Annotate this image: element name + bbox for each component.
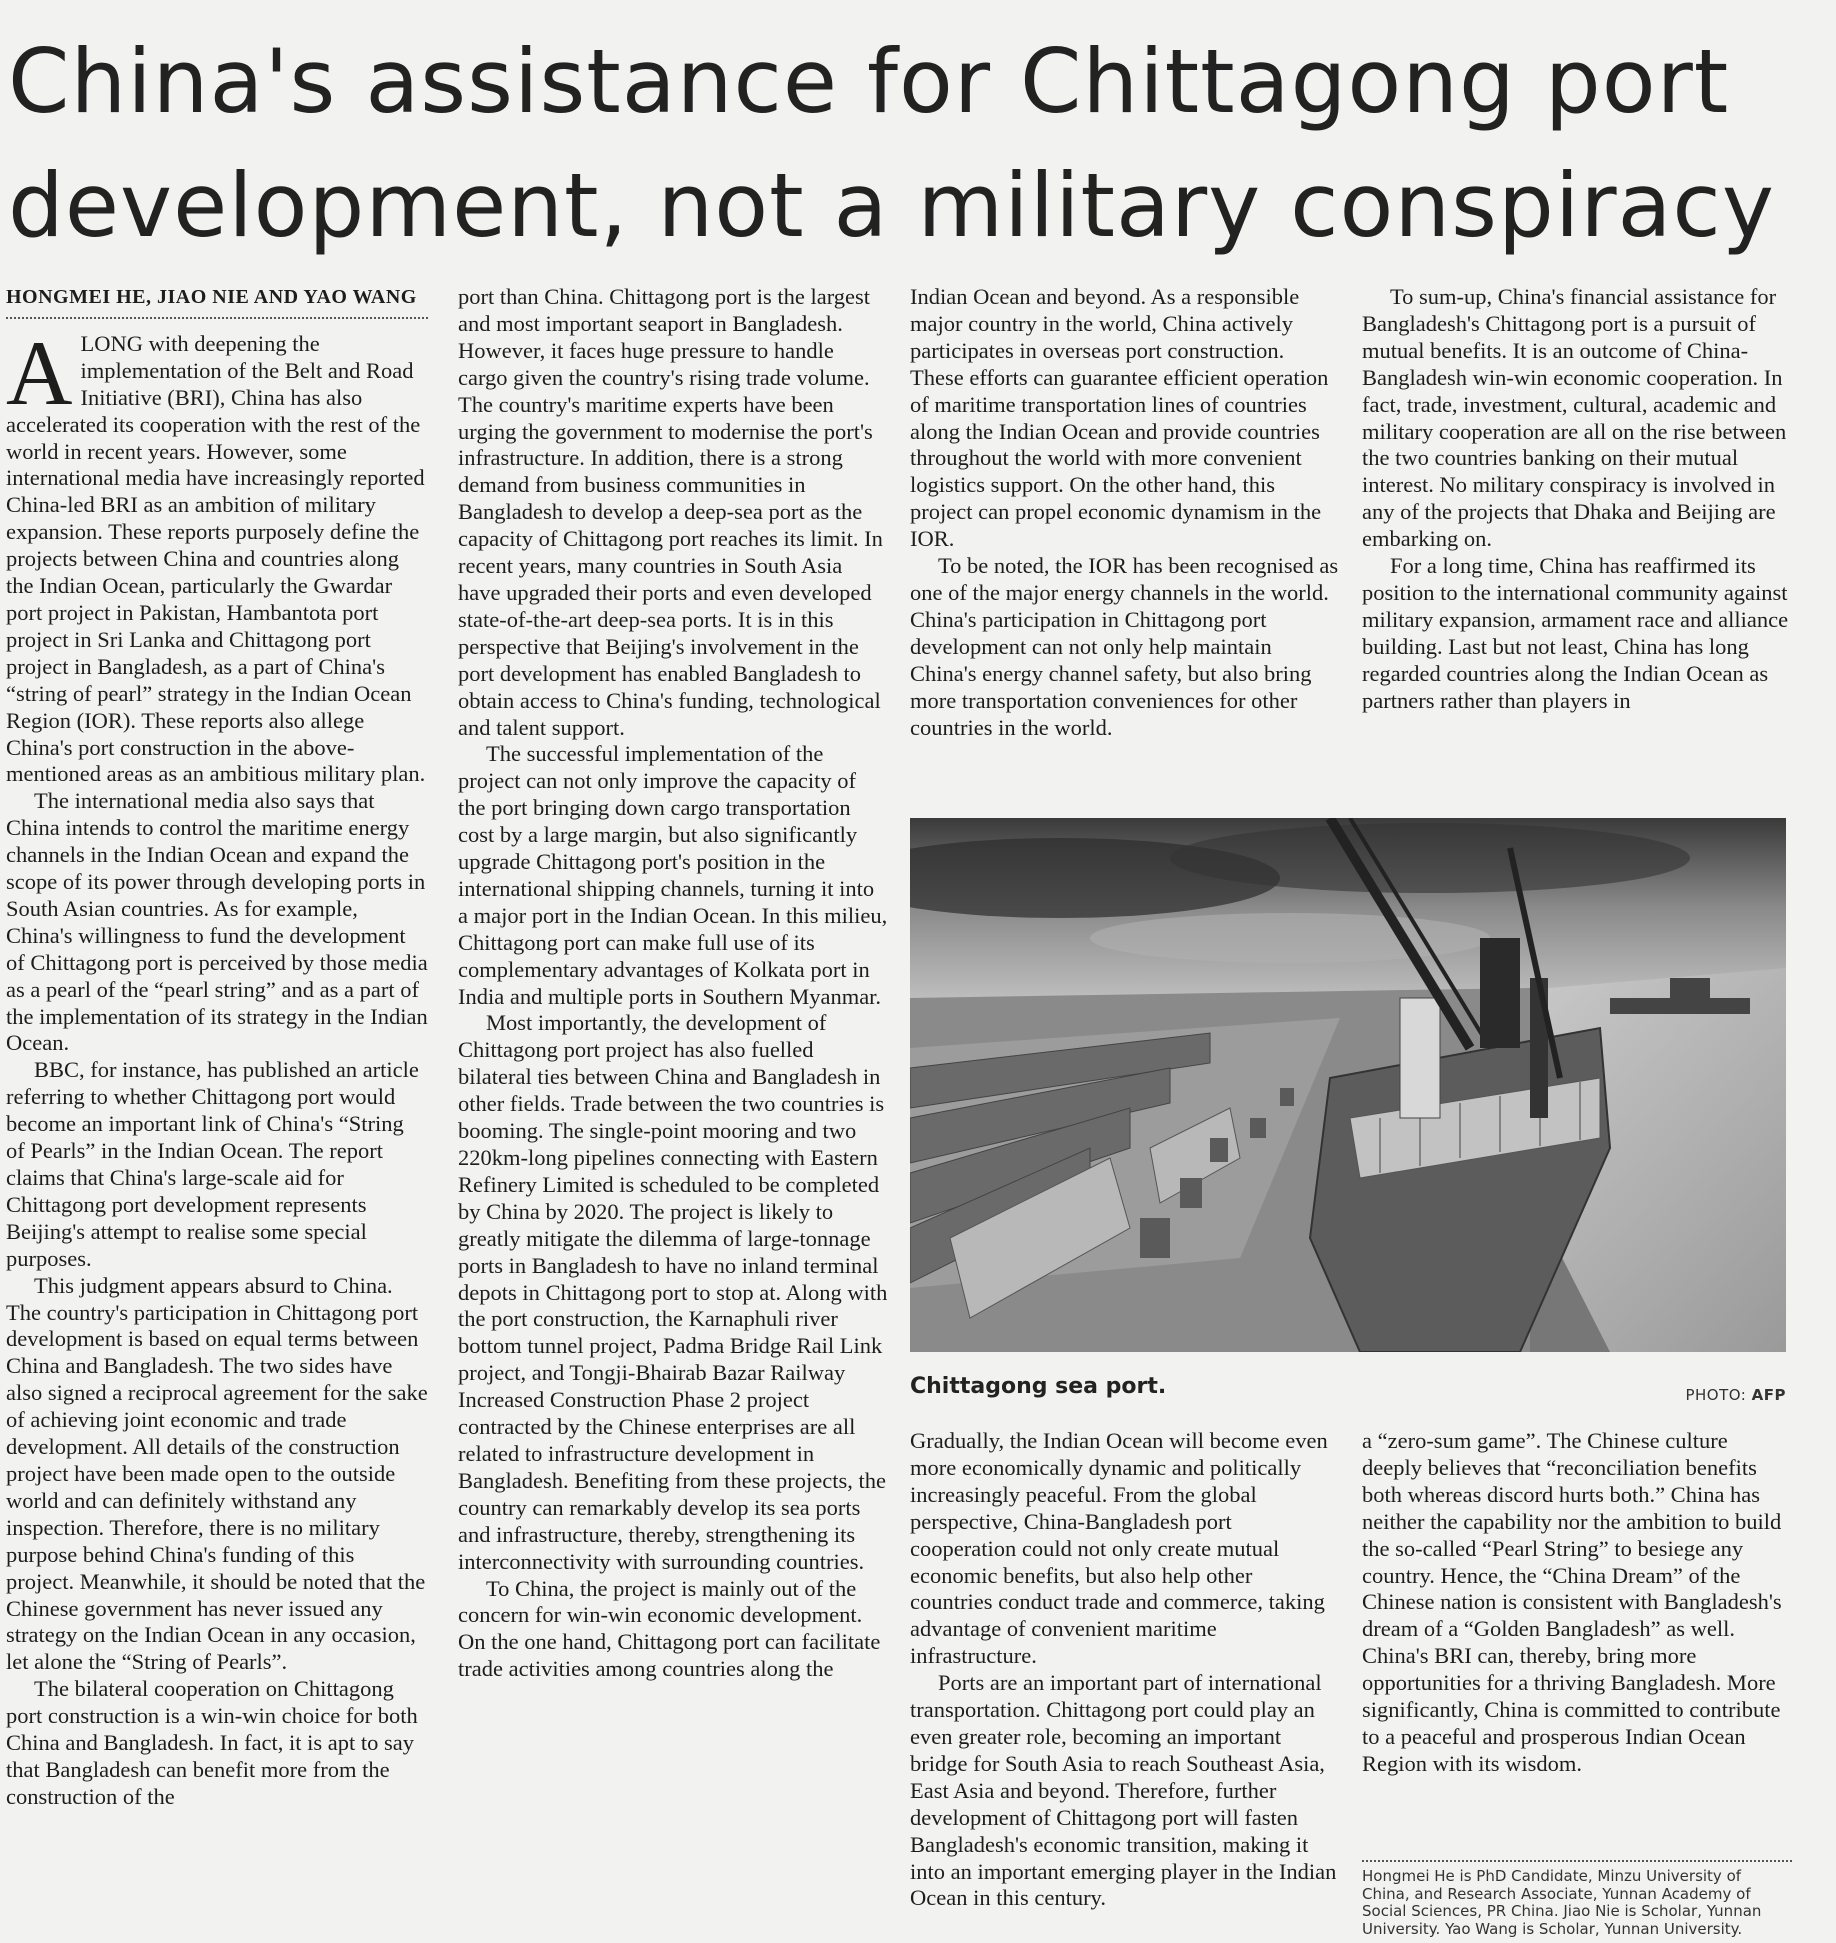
paragraph: port than China. Chittagong port is the largest and most important seaport in Bangladesh. However, it faces huge pressure to handle cargo given the country's rising trade volume. The country's maritime experts have been urging the government to modernise the port's infrastructure. In addition, there is a strong demand from business communities in Bangladesh to develop a deep-sea port as the capacity of Chittagong port reaches its limit. In recent years, many countries in South Asia have upgraded their ports and even developed state-of-the-art deep-sea ports. It is in this perspective that Beijing's involvement in the port development has enabled Bangladesh to obtain access to China's funding, technological and talent support. bbox=[458, 284, 883, 740]
paragraph: a “zero-sum game”. The Chinese culture deeply believes that “reconciliation benefits both whereas discord hurts both.” China has neither the capability nor the ambition to build the so-called “Pearl String” to besiege any country. Hence, the “China Dream” of the Chinese nation is consistent with Bangladesh's dream of a “Golden Bangladesh” as well. China's BRI can, thereby, bring more opportunities for a thriving Bangladesh. More significantly, China is committed to contribute to a peaceful and prosperous Indian Ocean Region with its wisdom. bbox=[1362, 1428, 1782, 1776]
article-column-2 bbox=[458, 284, 888, 1683]
lead-caps: LONG bbox=[80, 330, 143, 356]
paragraph: Gradually, the Indian Ocean will become even more economically dynamic and politically increasingly peaceful. From the global perspective, China-Bangladesh port cooperation could not only create mutual economic benefits, but also help other countries conduct trade and commerce, taking advantage of convenient maritime infrastructure. bbox=[910, 1428, 1328, 1669]
photo-credit-source: AFP bbox=[1751, 1386, 1786, 1404]
port-photo bbox=[910, 818, 1786, 1352]
drop-cap: A bbox=[6, 321, 73, 424]
paragraph: To be noted, the IOR has been recognised as one of the major energy channels in the world. China's participation in Chittagong port development can not only help maintain China's energy channel safety, but also bring more transportation conveniences for other countries in the world. bbox=[910, 553, 1339, 740]
photo-credit bbox=[1685, 1386, 1786, 1404]
port-photo-illustration bbox=[910, 818, 1786, 1352]
paragraph bbox=[6, 321, 428, 788]
paragraph: The international media also says that China intends to control the maritime energy channels in the Indian Ocean and expand the scope of its power through developing ports in South Asian countries. As for example, China's willingness to fund the development of Chittagong port is perceived by those media as a pearl of the “pearl string” and as a part of the implementation of its strategy in the Indian Ocean. bbox=[6, 788, 428, 1056]
photo-caption: Chittagong sea port. bbox=[910, 1374, 1167, 1399]
article-column-4-top bbox=[1362, 284, 1792, 715]
headline: China's assistance for Chittagong port development, not a military conspiracy bbox=[8, 30, 1775, 257]
article-column-4-bottom bbox=[1362, 1428, 1792, 1778]
article-column-3-bottom bbox=[910, 1428, 1340, 1912]
paragraph-text: with deepening the implementation of the Belt and Road Initiative (BRI), China has also accelerated its cooperation with the rest of the world in recent years. However, some international media have increasingly reported China-led BRI as an ambition of military expansion. These reports purposely define the projects between China and countries along the Indian Ocean, particularly the Gwardar port project in Pakistan, Hambantota port project in Sri Lanka and Chittagong port project in Bangladesh, as a part of China's “string of pearl” strategy in the Indian Ocean Region (IOR). These reports also allege China's port construction in the above-mentioned areas as an ambitious military plan. bbox=[6, 330, 426, 787]
paragraph: To China, the project is mainly out of the concern for win-win economic development. On the one hand, Chittagong port can facilitate trade activities among countries along the bbox=[458, 1575, 881, 1682]
paragraph: The bilateral cooperation on Chittagong port construction is a win-win choice for both China and Bangladesh. In fact, it is apt to say that Bangladesh can benefit more from the construction of the bbox=[6, 1676, 418, 1809]
photo-credit-label: PHOTO: bbox=[1685, 1386, 1747, 1404]
paragraph: Indian Ocean and beyond. As a responsible major country in the world, China actively participates in overseas port construction. These efforts can guarantee efficient operation of maritime transportation lines of countries along the Indian Ocean and provide countries throughout the world with more convenient logistics support. On the other hand, this project can propel economic dynamism in the IOR. bbox=[910, 284, 1329, 552]
paragraph: This judgment appears absurd to China. The country's participation in Chittagong port development is based on equal terms between China and Bangladesh. The two sides have also signed a reciprocal agreement for the sake of achieving joint economic and trade development. All details of the construction project have been made open to the outside world and can definitely withstand any inspection. Therefore, there is no military purpose behind China's funding of this project. Meanwhile, it should be noted that the Chinese government has never issued any strategy on the Indian Ocean in any occasion, let alone the “String of Pearls”. bbox=[6, 1272, 428, 1675]
byline: HONGMEI HE, JIAO NIE AND YAO WANG bbox=[6, 284, 428, 319]
paragraph: The successful implementation of the project can not only improve the capacity of the port bringing down cargo transportation cost by a large margin, but also significantly upgrade Chittagong port's position in the international shipping channels, turning it into a major port in the Indian Ocean. In this milieu, Chittagong port can make full use of its complementary advantages of Kolkata port in India and multiple ports in Southern Myanmar. bbox=[458, 741, 888, 1009]
paragraph: BBC, for instance, has published an article referring to whether Chittagong port would become an important link of China's “String of Pearls” in the Indian Ocean. The report claims that China's large-scale aid for Chittagong port development represents Beijing's attempt to realise some special purposes. bbox=[6, 1057, 419, 1271]
paragraph: Most importantly, the development of Chittagong port project has also fuelled bilateral ties between China and Bangladesh in other fields. Trade between the two countries is booming. The single-point mooring and two 220km-long pipelines connecting with Eastern Refinery Limited is scheduled to be completed by China by 2020. The project is likely to greatly mitigate the dilemma of large-tonnage ports in Bangladesh to have no inland terminal depots in Chittagong port to stop at. Along with the port construction, the Karnaphuli river bottom tunnel project, Padma Bridge Rail Link project, and Tongji-Bhairab Bazar Railway Increased Construction Phase 2 project contracted by the Chinese enterprises are all related to infrastructure development in Bangladesh. Benefiting from these projects, the country can remarkably develop its sea ports and infrastructure, thereby, strengthening its interconnectivity with surrounding countries. bbox=[458, 1010, 888, 1574]
paragraph: To sum-up, China's financial assistance for Bangladesh's Chittagong port is a pursuit of mutual benefits. It is an outcome of China-Bangladesh win-win economic cooperation. In fact, trade, investment, cultural, academic and military cooperation are all on the rise between the two countries banking on their mutual interest. No military conspiracy is involved in any of the projects that Dhaka and Beijing are embarking on. bbox=[1362, 284, 1787, 552]
paragraph: Ports are an important part of international transportation. Chittagong port could play an even greater role, becoming an important bridge for South Asia to reach Southeast Asia, East Asia and beyond. Therefore, further development of Chittagong port will fasten Bangladesh's economic transition, making it into an important emerging player in the Indian Ocean in this century. bbox=[910, 1670, 1337, 1911]
author-bio: Hongmei He is PhD Candidate, Minzu University of China, and Research Associate, Yunnan Academy of Social Sciences, PR China. Jiao Nie is Scholar, Yunnan University. Yao Wang is Scholar, Yunnan University. bbox=[1362, 1860, 1792, 1938]
paragraph: For a long time, China has reaffirmed its position to the international community against military expansion, armament race and alliance building. Last but not least, China has long regarded countries along the Indian Ocean as partners rather than players in bbox=[1362, 553, 1789, 713]
article-column-3-top bbox=[910, 284, 1340, 741]
article-column-1 bbox=[6, 284, 428, 1811]
